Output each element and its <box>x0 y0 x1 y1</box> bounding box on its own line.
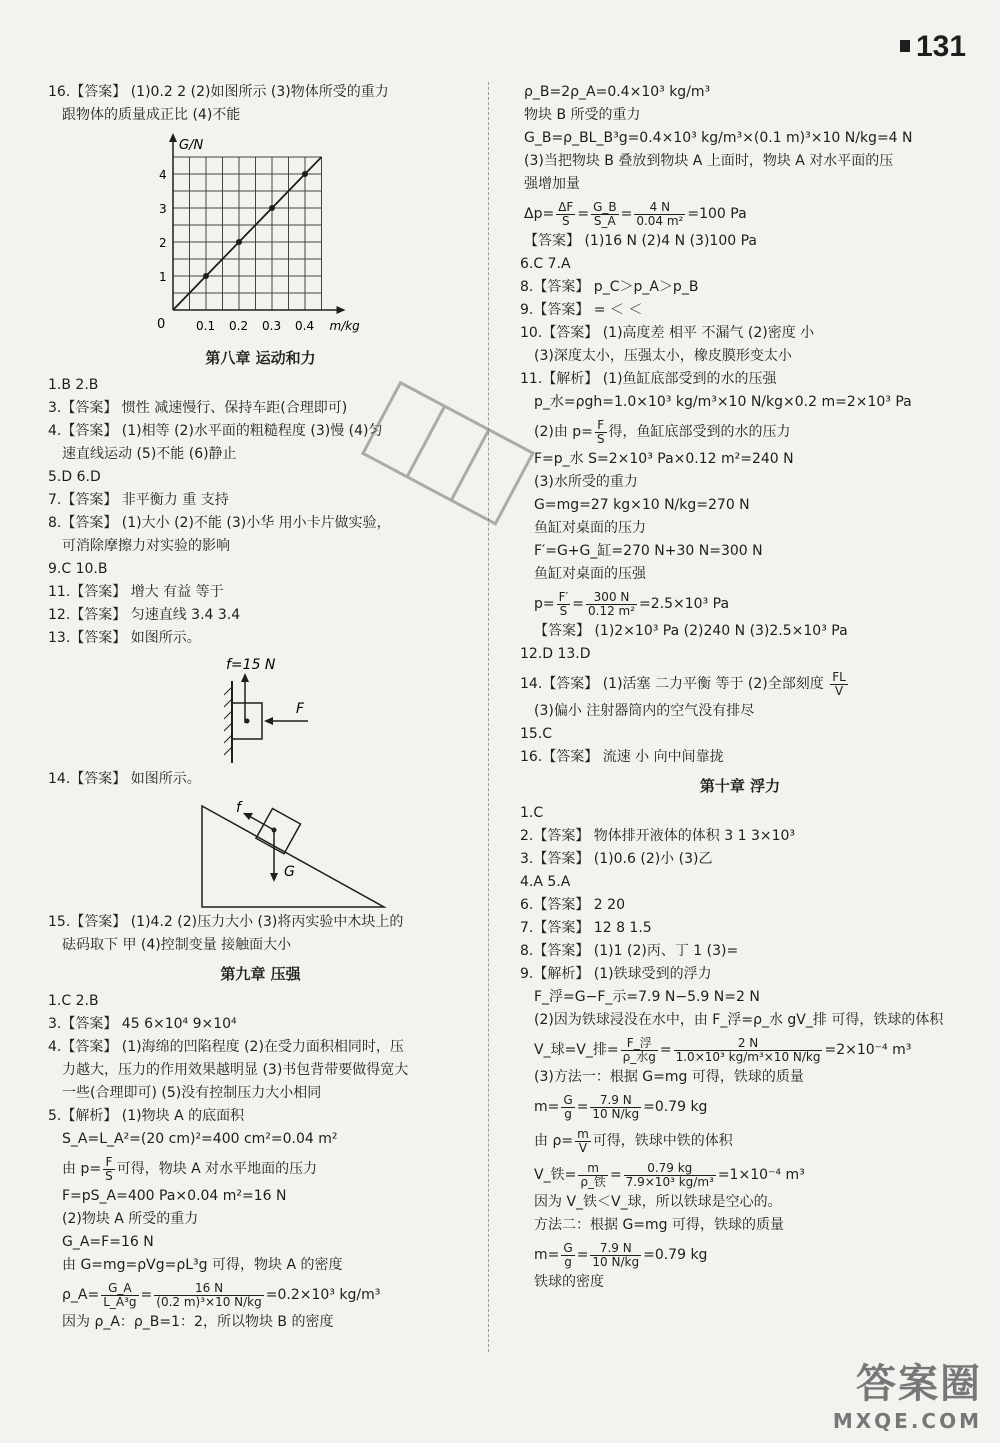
r-line: 6.【答案】 2 20 <box>520 897 625 913</box>
ch8-line: 13.【答案】 如图所示。 <box>48 630 201 646</box>
r-line: 1.C <box>520 805 544 821</box>
ch8-line: 3.【答案】 惯性 减速慢行、保持车距(合理即可) <box>48 400 348 416</box>
r11-pressure-formula: p= $\frac{F'}{S}$ = $\frac{300 N}{\text{0.12 m²}}$ =2.5×10³ Pa <box>534 589 730 618</box>
r-line: G=mg=27 kg×10 N/kg=270 N <box>534 497 750 513</box>
r-line: 12.D 13.D <box>520 646 591 662</box>
ch8-line: 9.C 10.B <box>48 561 108 577</box>
r-line: 11.【解析】 (1)鱼缸底部受到的水的压强 <box>520 371 777 387</box>
r-line: 2.【答案】 物体排开液体的体积 3 1 3×10³ <box>520 828 796 844</box>
q15-line1: 15.【答案】 (1)4.2 (2)压力大小 (3)将丙实验中木块上的 <box>48 914 404 930</box>
ch9-line: 4.【答案】 (1)海绵的凹陷程度 (2)在受力面积相同时，压 <box>48 1039 404 1055</box>
gravity-arrowhead <box>270 873 278 882</box>
left-column <box>48 82 473 1335</box>
q15-line2: 砝码取下 甲 (4)控制变量 接触面大小 <box>62 937 292 953</box>
x-axis-label: m/kg <box>329 319 360 333</box>
x-tick-label: 0.4 <box>295 319 315 333</box>
x-axis-arrow <box>337 306 346 314</box>
y-tick-label: 4 <box>159 168 167 182</box>
y-axis-label: G/N <box>179 138 204 153</box>
r-line: 10.【答案】 (1)高度差 相平 不漏气 (2)密度 小 <box>520 325 815 341</box>
ch9-line: 1.C 2.B <box>48 993 99 1009</box>
r-line: 15.C <box>520 726 553 742</box>
r9-mass-formula-2: m= $\frac{G}{g}$ = $\frac{7.9 N}{10 N/kg}$ =0.79 kg <box>534 1240 708 1269</box>
q5-line: F=pS_A=400 Pa×0.04 m²=16 N <box>62 1188 287 1204</box>
incline <box>202 806 384 907</box>
ch9-line: 3.【答案】 45 6×10⁴ 9×10⁴ <box>48 1016 237 1032</box>
r-line: 鱼缸对桌面的压力 <box>534 520 646 536</box>
ch9-line: S_A=L_A²=(20 cm)²=400 cm²=0.04 m² <box>62 1131 338 1147</box>
q5-line: 由 G=mg=ρVg=ρL³g 可得，物块 A 的密度 <box>62 1257 343 1273</box>
push-arrowhead <box>264 717 273 725</box>
r-line: (3)方法一：根据 G=mg 可得，铁球的质量 <box>534 1069 804 1085</box>
r-line: 4.A 5.A <box>520 874 571 890</box>
ch8-line: 11.【答案】 增大 有益 等于 <box>48 584 224 600</box>
force-diagram-13 <box>208 651 408 769</box>
wall-hatch <box>224 687 232 755</box>
data-point <box>236 239 242 245</box>
chapter10-title: 第十章 浮力 <box>699 777 781 795</box>
chapter9-title: 第九章 压强 <box>220 965 301 983</box>
origin-label: 0 <box>157 317 166 332</box>
delta-p-formula: Δp= $\frac{\Delta F}{S}$ = $\frac{G\_B}{S\_A}$ = $\frac{4 N}{\text{0.04 m²}}$ =100 Pa <box>524 199 747 228</box>
ch8-line: 4.【答案】 (1)相等 (2)水平面的粗糙程度 (3)慢 (4)匀 <box>48 423 383 439</box>
r-line: 鱼缸对桌面的压强 <box>534 566 646 582</box>
watermark-site: MXQE.COM <box>832 1409 982 1433</box>
r-line: (3)偏小 注射器筒内的空气没有排尽 <box>534 703 755 719</box>
r-line: 铁球的密度 <box>534 1274 604 1290</box>
r-line: 8.【答案】 (1)1 (2)丙、丁 1 (3)= <box>520 943 739 959</box>
series-line-G <box>173 157 322 310</box>
watermark-logo: 答案圈 <box>856 1360 982 1407</box>
r9-mass-formula: m= $\frac{G}{g}$ = $\frac{7.9 N}{10 N/kg}$ =0.79 kg <box>534 1092 708 1121</box>
incline-diagram-14 <box>198 792 398 912</box>
q16-line1: 16.【答案】 (1)0.2 2 (2)如图所示 (3)物体所受的重力 <box>48 84 389 100</box>
r-line: 3.【答案】 (1)0.6 (2)小 (3)乙 <box>520 851 713 867</box>
gravity-label: G <box>284 864 295 880</box>
r-line: G_B=ρ_BL_B³g=0.4×10³ kg/m³×(0.1 m)³×10 N/kg=4 N <box>524 130 913 146</box>
r-line: 强增加量 <box>524 176 580 192</box>
r-line: p_水=ρgh=1.0×10³ kg/m³×10 N/kg×0.2 m=2×10³ Pa <box>534 394 912 410</box>
x-tick-label: 0.3 <box>262 319 282 333</box>
r-line: F_浮=G−F_示=7.9 N−5.9 N=2 N <box>534 989 760 1005</box>
column-divider <box>488 82 489 1352</box>
page-marker <box>900 40 910 52</box>
ch8-line: 速直线运动 (5)不能 (6)静止 <box>62 446 237 462</box>
y-tick-label: 2 <box>159 236 167 250</box>
r-line: 7.【答案】 12 8 1.5 <box>520 920 652 936</box>
friction-arrowhead <box>243 813 253 820</box>
data-point <box>203 273 209 279</box>
q5-line: G_A=F=16 N <box>62 1234 154 1250</box>
friction-label: f <box>236 800 241 816</box>
ch9-line: 力越大，压力的作用效果越明显 (3)书包背带要做得宽大 <box>62 1062 409 1078</box>
q5-line: 因为 ρ_A：ρ_B=1：2，所以物块 B 的密度 <box>62 1314 334 1330</box>
right-column <box>520 82 960 1295</box>
friction-label: f=15 N <box>226 657 276 673</box>
y-tick-label: 1 <box>159 270 167 284</box>
ch9-line: 5.【解析】 (1)物块 A 的底面积 <box>48 1108 245 1124</box>
r-line: (3)水所受的重力 <box>534 474 638 490</box>
r-line: F′=G+G_缸=270 N+30 N=300 N <box>534 543 763 559</box>
data-point <box>269 205 275 211</box>
data-point <box>302 171 308 177</box>
watermark <box>833 1352 982 1433</box>
r-line: 方法二：根据 G=mg 可得，铁球的质量 <box>534 1217 785 1233</box>
q5-density-formula: ρ_A= $\frac{G\_A}{\text{L\_A³g}}$ = $\frac{16 N}{\text{(0.2 m)³×10 N/kg}}$ =0.2×10³ kg/m³ <box>62 1280 381 1309</box>
ch8-line: 7.【答案】 非平衡力 重 支持 <box>48 492 229 508</box>
x-tick-label: 0.2 <box>229 319 249 333</box>
r-line: F=p_水 S=2×10³ Pa×0.12 m²=240 N <box>534 451 794 467</box>
ch8-line: 8.【答案】 (1)大小 (2)不能 (3)小华 用小卡片做实验， <box>48 515 391 531</box>
r-line: 【答案】 (1)2×10³ Pa (2)240 N (3)2.5×10³ Pa <box>534 623 848 639</box>
q14-line: 14.【答案】 如图所示。 <box>48 771 201 787</box>
r-line: 9.【答案】 = ＜ ＜ <box>520 302 643 318</box>
r9-iron-volume-formula: V_铁= $\frac{m}{\text{ρ\_铁}}$ = $\frac{0.79 kg}{\text{7.9×10³ kg/m³}}$ =1×10⁻⁴ m³ <box>534 1160 805 1189</box>
center-dot <box>245 719 250 724</box>
ch8-line: 5.D 6.D <box>48 469 101 485</box>
r-line: 【答案】 (1)16 N (2)4 N (3)100 Pa <box>524 233 757 249</box>
r-line: 9.【解析】 (1)铁球受到的浮力 <box>520 966 712 982</box>
r-line: 16.【答案】 流速 小 向中间靠拢 <box>520 749 724 765</box>
r-line: (3)深度太小，压强太小，橡皮膜形变太小 <box>534 348 792 364</box>
q5-line: (2)物块 A 所受的重力 <box>62 1211 199 1227</box>
r-line: 8.【答案】 p_C＞p_A＞p_B <box>520 279 699 295</box>
r-line: 6.C 7.A <box>520 256 571 272</box>
q5-pressure-formula: 由 p= $\frac{F}{S}$ 可得，物块 A 对水平地面的压力 <box>62 1154 318 1183</box>
chapter8-title: 第八章 运动和力 <box>205 349 316 367</box>
page-number: 131 <box>916 30 967 63</box>
ch9-line: 一些(合理即可) (5)没有控制压力大小相同 <box>62 1085 322 1101</box>
r-line: ρ_B=2ρ_A=0.4×10³ kg/m³ <box>524 84 711 100</box>
r11-formula: (2)由 p= $\frac{F}{S}$ 得，鱼缸底部受到的水的压力 <box>534 417 791 446</box>
r-line: (3)当把物块 B 叠放到物块 A 上面时，物块 A 对水平面的压 <box>524 153 894 169</box>
r9-density-def: 由 ρ= $\frac{m}{V}$ 可得，铁球中铁的体积 <box>534 1126 733 1155</box>
ch8-line: 可消除摩擦力对实验的影响 <box>62 538 230 554</box>
r-line: 物块 B 所受的重力 <box>524 107 641 123</box>
friction-arrowhead <box>241 673 249 682</box>
incline-block <box>256 809 300 854</box>
r-line: 因为 V_铁＜V_球，所以铁球是空心的。 <box>534 1194 782 1210</box>
q16-line2: 跟物体的质量成正比 (4)不能 <box>62 107 241 123</box>
g-m-chart <box>143 132 373 342</box>
push-label: F <box>296 701 305 717</box>
r14-line: 14.【答案】 (1)活塞 二力平衡 等于 (2)全部刻度 $\frac{FL}{V}$ <box>520 669 846 698</box>
r-line: (2)因为铁球浸没在水中，由 F_浮=ρ_水 gV_排 可得，铁球的体积 <box>534 1012 944 1028</box>
x-tick-label: 0.1 <box>196 319 216 333</box>
ch8-line: 12.【答案】 匀速直线 3.4 3.4 <box>48 607 241 623</box>
y-axis-arrow <box>169 133 177 142</box>
r9-volume-formula: V_球=V_排= $\frac{\text{F\_浮}}{\text{ρ\_水g}}$ = $\frac{2 N}{\text{1.0×10³ kg/m³×10 N/kg}}$ =2×10⁻⁴ m³ <box>534 1035 912 1064</box>
y-tick-label: 3 <box>159 202 167 216</box>
ch8-line: 1.B 2.B <box>48 377 99 393</box>
